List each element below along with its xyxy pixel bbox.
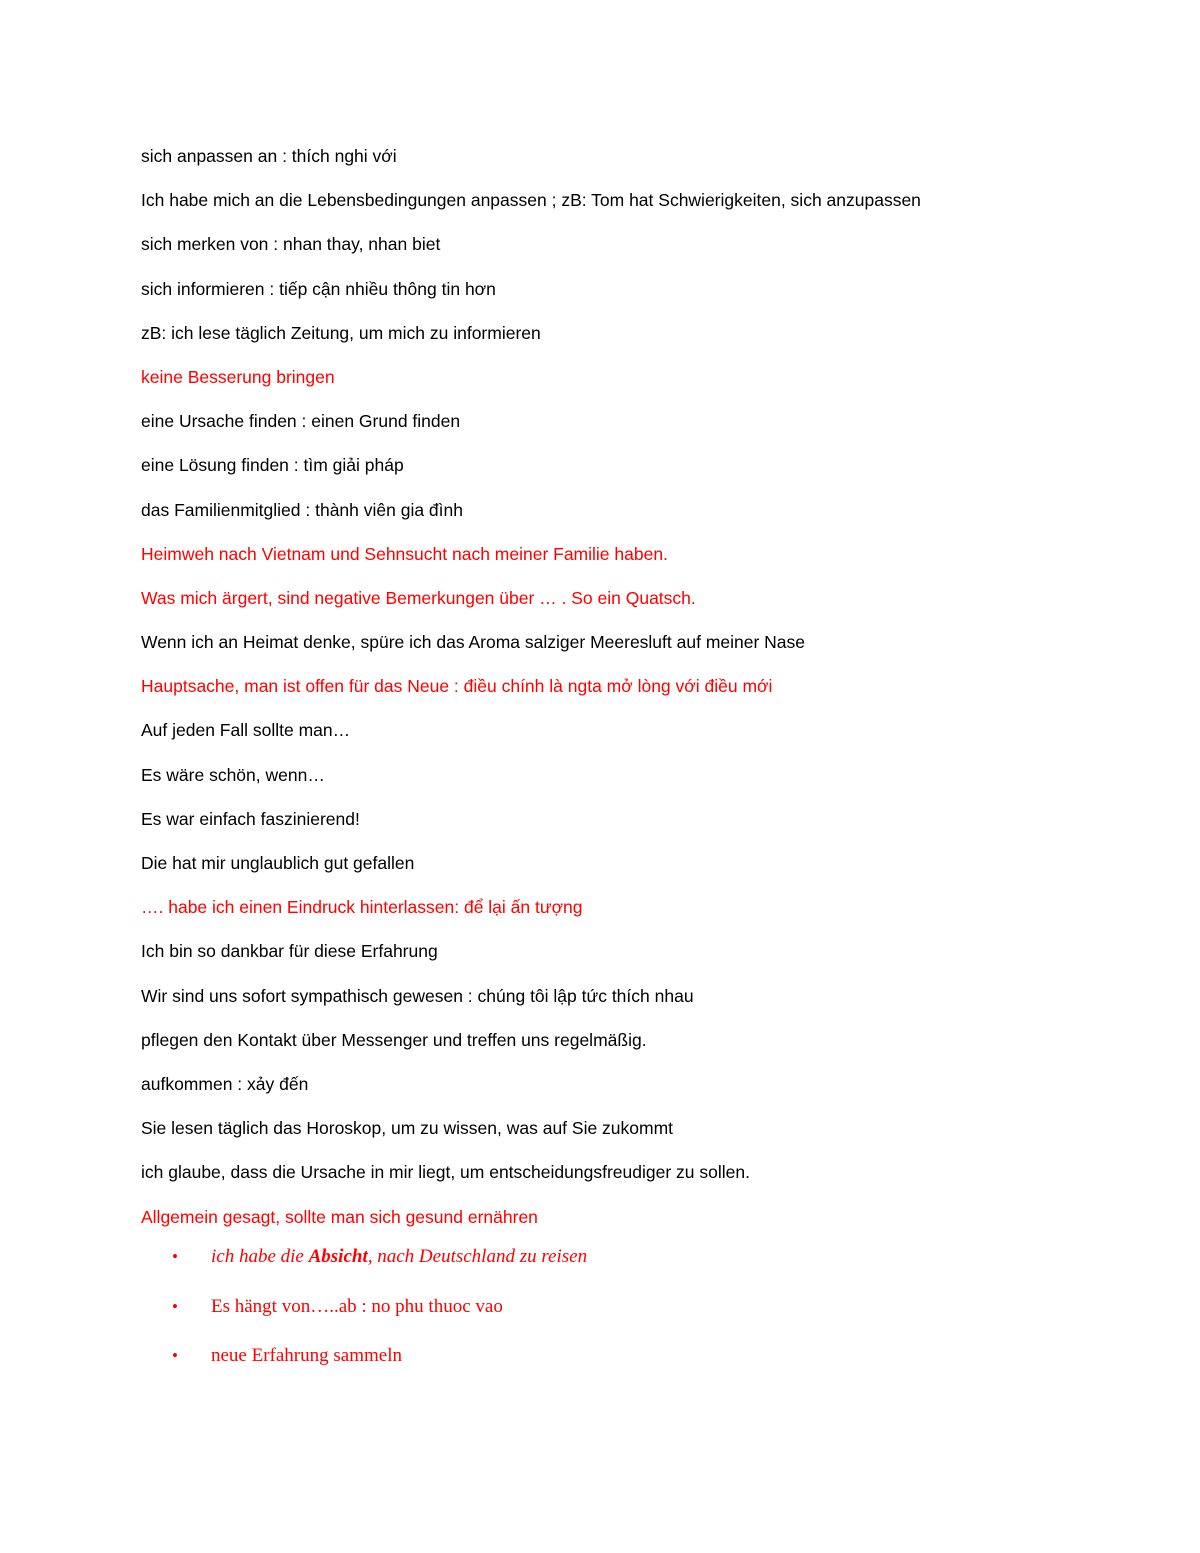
text-line: Wenn ich an Heimat denke, spüre ich das Aroma salziger Meeresluft auf meiner Nase: [141, 632, 806, 653]
text-line: Ich habe mich an die Lebensbedingungen anpassen ; zB: Tom hat Schwierigkeiten, sich anzupassen: [141, 190, 921, 211]
text-line: Ich bin so dankbar für diese Erfahrung: [141, 941, 438, 962]
bullet-list: [170, 1244, 1070, 1393]
bullet-text: neue Erfahrung sammeln: [211, 1345, 402, 1366]
text-line: Was mich ärgert, sind negative Bemerkungen über … . So ein Quatsch.: [141, 587, 696, 608]
text-line: Wir sind uns sofort sympathisch gewesen : chúng tôi lập tức thích nhau: [141, 985, 694, 1006]
text-line: Hauptsache, man ist offen für das Neue : điều chính là ngta mở lòng với điều mới: [141, 676, 773, 697]
text-line: zB: ich lese täglich Zeitung, um mich zu informieren: [141, 322, 541, 343]
bullet-list-item: [170, 1244, 1070, 1294]
bullet-text: ich habe die Absicht, nach Deutschland zu reisen: [211, 1246, 588, 1267]
text-line: pflegen den Kontakt über Messenger und treffen uns regelmäßig.: [141, 1029, 647, 1050]
bullet-icon: •: [172, 1247, 178, 1266]
text-line: eine Lösung finden : tìm giải pháp: [141, 455, 404, 476]
text-line: Heimweh nach Vietnam und Sehnsucht nach meiner Familie haben.: [141, 543, 668, 564]
bullet-icon: •: [172, 1296, 178, 1316]
text-line: Auf jeden Fall sollte man…: [141, 720, 351, 741]
text-line: …. habe ich einen Eindruck hinterlassen: để lại ấn tượng: [141, 897, 583, 918]
text-line: sich informieren : tiếp cận nhiều thông tin hơn: [141, 278, 496, 299]
text-line: ich glaube, dass die Ursache in mir liegt, um entscheidungsfreudiger zu sollen.: [141, 1162, 750, 1183]
text-line: Es war einfach faszinierend!: [141, 808, 360, 829]
text-line: das Familienmitglied : thành viên gia đình: [141, 499, 463, 520]
text-line: Allgemein gesagt, sollte man sich gesund ernähren: [141, 1206, 538, 1227]
text-line: keine Besserung bringen: [141, 366, 335, 387]
bullet-icon: •: [172, 1346, 178, 1365]
text-line: sich anpassen an : thích nghi với: [141, 146, 397, 166]
text-line: sich merken von : nhan thay, nhan biet: [141, 234, 441, 255]
bullet-list-item: [170, 1294, 1070, 1344]
text-line: eine Ursache finden : einen Grund finden: [141, 411, 461, 432]
text-line: Sie lesen täglich das Horoskop, um zu wissen, was auf Sie zukommt: [141, 1118, 674, 1139]
text-line: Es wäre schön, wenn…: [141, 764, 325, 785]
bullet-text: Es hängt von…..ab : no phu thuoc vao: [211, 1295, 503, 1317]
text-line: aufkommen : xảy đến: [141, 1073, 309, 1094]
text-line: Die hat mir unglaublich gut gefallen: [141, 853, 415, 873]
bullet-list-item: [170, 1343, 1070, 1393]
text-lines: [141, 144, 1141, 1249]
